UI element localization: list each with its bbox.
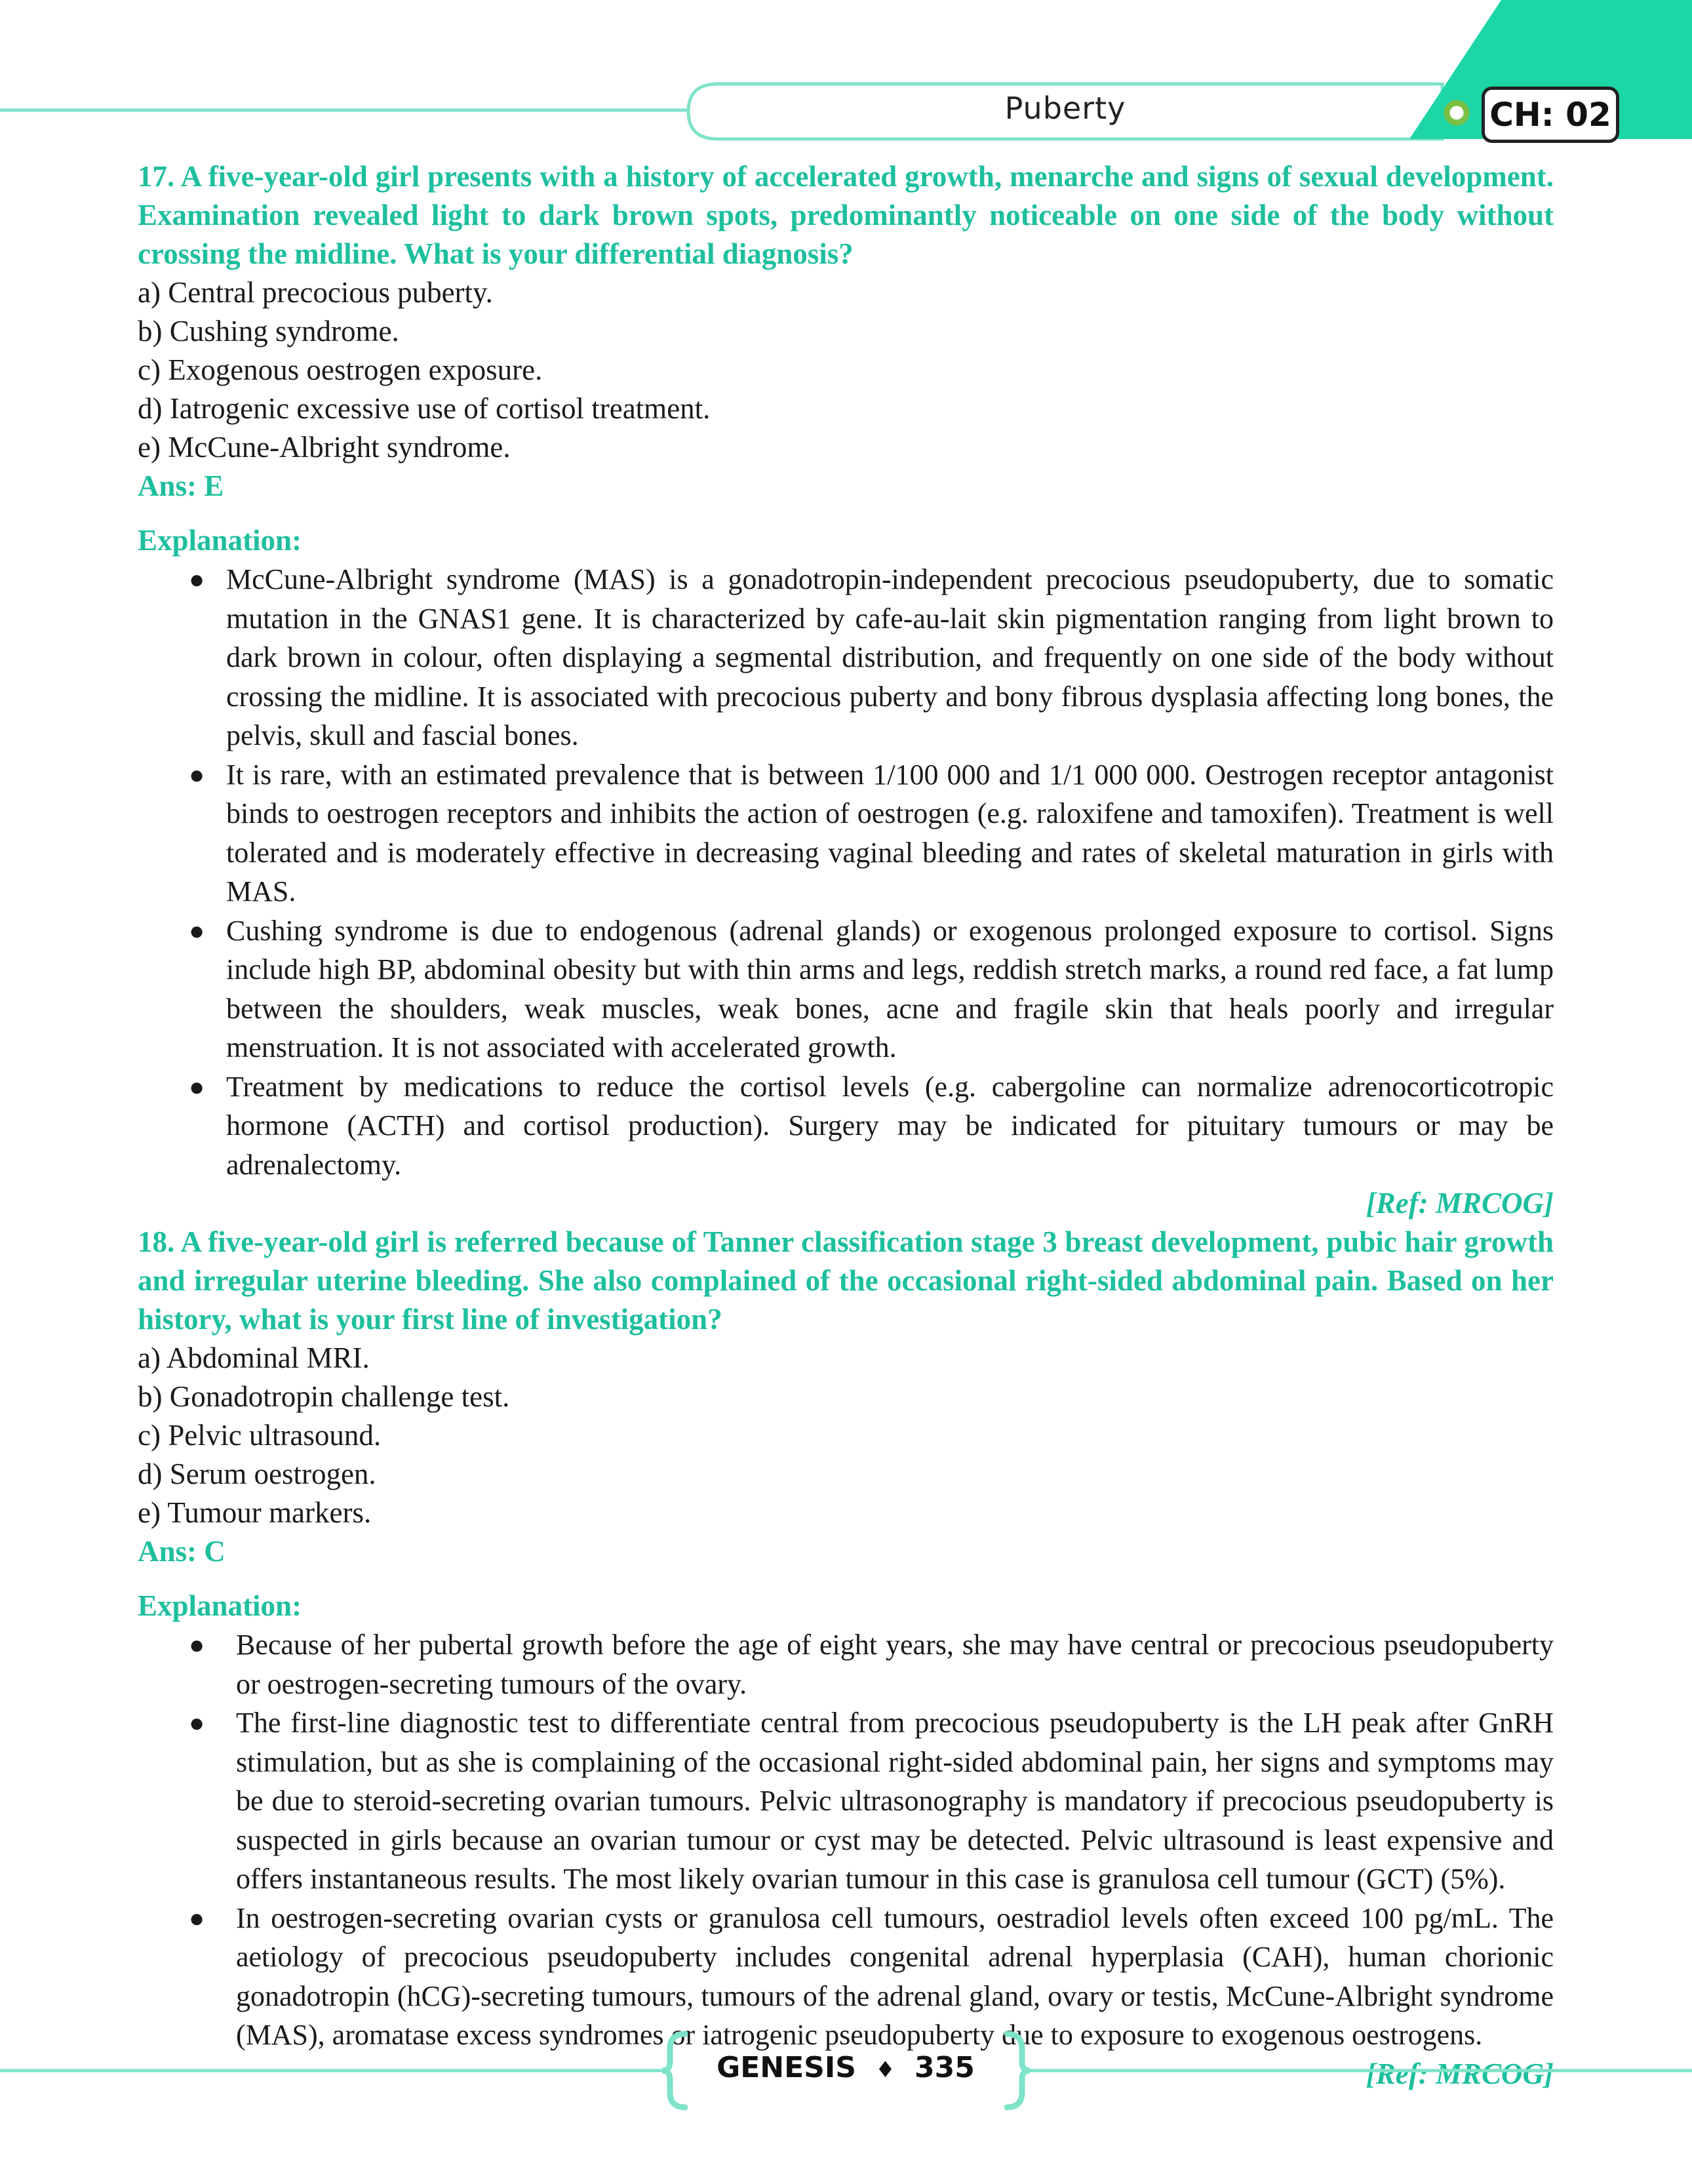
question-17-option-b: b) Cushing syndrome. [138,315,399,347]
list-item: ● Treatment by medications to reduce the cortisol levels (e.g. cabergoline can normalize adrenocorticotropic hormone (ACTH) and cortisol production). Surgery may be indicated for pituitary tumours or may be adrenalectomy. [138,1067,1554,1185]
bullet-icon: ● [189,1708,205,1737]
question-17-text: 17. A five-year-old girl presents with a history of accelerated growth, menarche and signs of sexual development. Examination revealed light to dark brown spots, predominantly noticeable on one side of the body without crossing the midline. What is your differential diagnosis? [138,160,1554,270]
bullet-icon: ● [189,759,205,789]
bullet-icon: ● [189,565,205,594]
chapter-title: Puberty [1004,90,1126,126]
bullet-icon: ● [189,1630,205,1659]
question-18-explanation-list [138,1625,1554,2055]
question-18-block [138,1223,1554,2094]
question-17-explanation-list [138,560,1554,1184]
question-17-option-a: a) Central precocious puberty. [138,276,493,309]
chapter-circle-icon [1447,103,1466,123]
list-item: ● Because of her pubertal growth before the age of eight years, she may have central or precocious pseudopuberty or oestrogen-secreting tumours of the ovary. [138,1625,1554,1703]
question-17-reference: [Ref: MRCOG] [1366,1187,1554,1220]
list-item: ● It is rare, with an estimated prevalence that is between 1/100 000 and 1/1 000 000. Oestrogen receptor antagonist binds to oestrogen receptors and inhibits the action of oestrogen (e.g. raloxifene and tamoxifen). Treatment is well tolerated and is moderately effective in decreasing vaginal bleeding and rates of skeletal maturation in girls with MAS. [138,755,1554,911]
list-item: ● Cushing syndrome is due to endogenous (adrenal glands) or exogenous prolonged exposure to cortisol. Signs include high BP, abdominal obesity but with thin arms and legs, reddish stretch marks, a round red face, a fat lump between the shoulders, weak muscles, weak bones, acne and fragile skin that heals poorly and irregular menstruation. It is not associated with accelerated growth. [138,911,1554,1067]
question-18-option-b: b) Gonadotropin challenge test. [138,1380,510,1413]
list-item: ● In oestrogen-secreting ovarian cysts or granulosa cell tumours, oestradiol levels often exceed 100 pg/mL. The aetiology of precocious pseudopuberty includes congenital adrenal hyperplasia (CAH), human chorionic gonadotropin (hCG)-secreting tumours, tumours of the adrenal gland, ovary or testis, McCune-Albright syndrome (MAS), aromatase excess syndromes or iatrogenic pseudopuberty due to exposure to exogenous oestrogens. [138,1899,1554,2055]
bullet-icon: ● [189,1071,205,1102]
right-brace-icon [1007,2034,1030,2107]
page-number: 335 [915,2051,975,2084]
bullet-icon: ● [189,915,205,945]
footer-brand: GENESIS [717,2051,856,2084]
question-18-option-e: e) Tumour markers. [138,1496,372,1529]
diamond-separator-icon: ♦ [875,2057,895,2083]
question-18-reference: [Ref: MRCOG] [1366,2057,1554,2090]
question-17-option-d: d) Iatrogenic excessive use of cortisol treatment. [138,392,711,425]
question-17-option-c: c) Exogenous oestrogen exposure. [138,353,543,386]
bullet-icon: ● [189,1903,205,1933]
page-content [138,157,1554,2094]
question-18-explanation-heading: Explanation: [138,1589,302,1622]
question-18-option-d: d) Serum oestrogen. [138,1458,376,1490]
chapter-badge: CH: 02 [1482,87,1619,143]
page-footer [715,2051,977,2084]
list-item: ● McCune-Albright syndrome (MAS) is a gonadotropin-independent precocious pseudopuberty, due to somatic mutation in the GNAS1 gene. It is characterized by cafe-au-lait skin pigmentation ranging from light brown to dark brown in colour, often displaying a segmental distribution, and frequently on one side of the body without crossing the midline. It is associated with precocious puberty and bony fibrous dysplasia affecting long bones, the pelvis, skull and fascial bones. [138,560,1554,755]
question-17-block [138,157,1554,1223]
question-18-answer: Ans: C [138,1535,226,1568]
question-18-option-a: a) Abdominal MRI. [138,1341,370,1374]
header-decoration [0,0,1692,157]
question-17-explanation-heading: Explanation: [138,524,302,557]
list-item: ● The first-line diagnostic test to differentiate central from precocious pseudopuberty is the LH peak after GnRH stimulation, but as she is complaining of the occasional right-sided abdominal pain, her signs and symptoms may be due to steroid-secreting ovarian tumours. Pelvic ultrasonography is mandatory if precocious pseudopuberty is suspected in girls because an ovarian tumour or cyst may be detected. Pelvic ultrasound is least expensive and offers instantaneous results. The most likely ovarian tumour in this case is granulosa cell tumour (GCT) (5%). [138,1703,1554,1899]
question-17-answer: Ans: E [138,469,224,502]
question-17-option-e: e) McCune-Albright syndrome. [138,431,511,464]
question-18-text: 18. A five-year-old girl is referred because of Tanner classification stage 3 breast development, pubic hair growth and irregular uterine bleeding. She also complained of the occasional right-sided abdominal pain. Based on her history, what is your first line of investigation? [138,1225,1554,1336]
question-18-option-c: c) Pelvic ultrasound. [138,1419,382,1452]
left-brace-icon [662,2034,685,2107]
